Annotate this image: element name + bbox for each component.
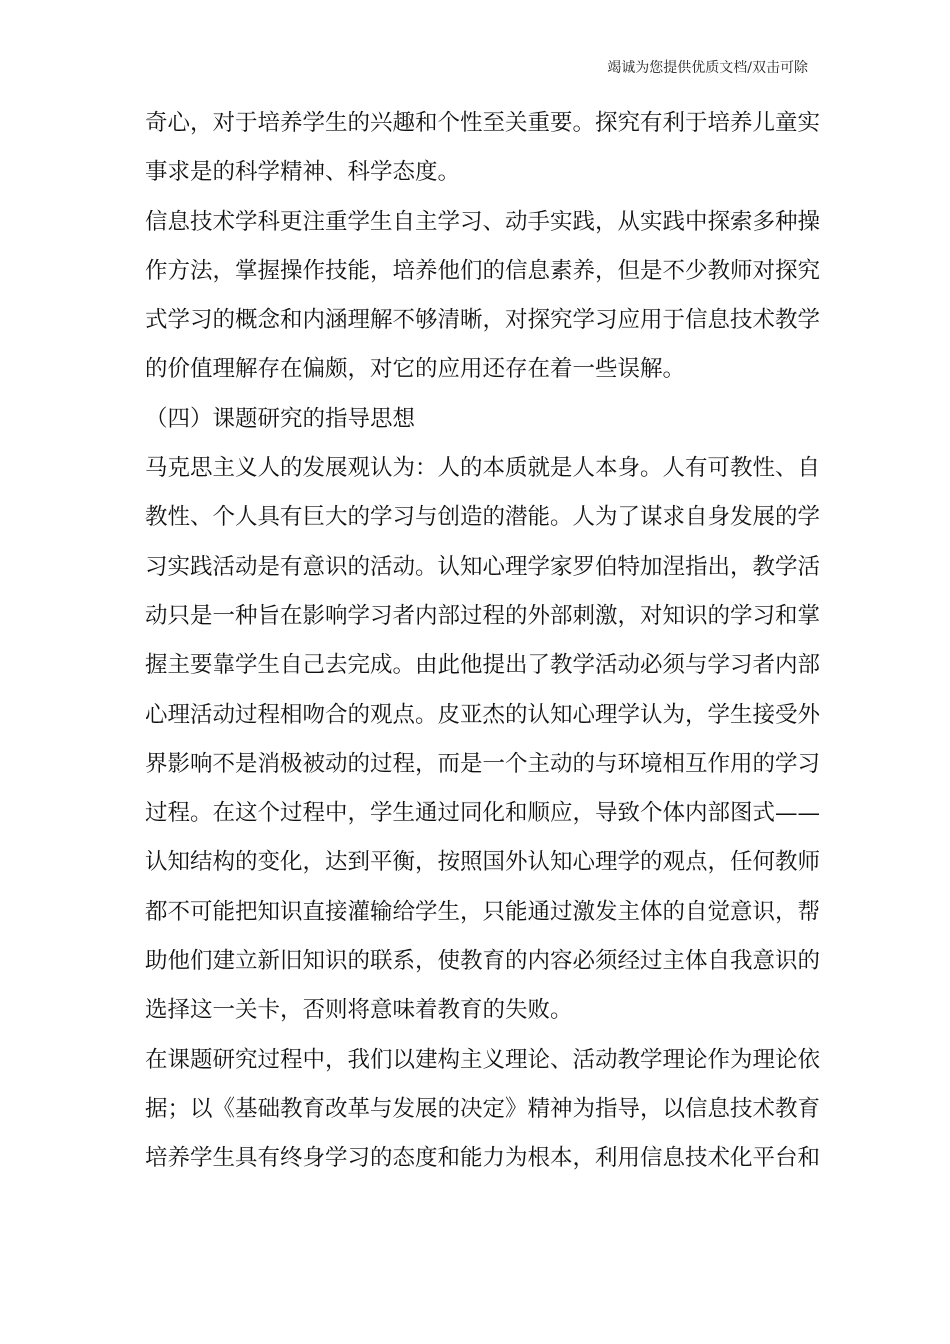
header-note: 竭诚为您提供优质文档/双击可除: [607, 60, 808, 76]
text-line: 习实践活动是有意识的活动。认知心理学家罗伯特加涅指出，教学活: [145, 553, 821, 580]
document-body: [145, 103, 819, 1188]
text-line: 据；以《基础教育改革与发展的决定》精神为指导，以信息技术教育: [145, 1095, 821, 1122]
text-line: 动只是一种旨在影响学习者内部过程的外部刺激，对知识的学习和掌: [145, 602, 821, 629]
text-line: 事求是的科学精神、科学态度。: [145, 159, 461, 186]
text-line: 心理活动过程相吻合的观点。皮亚杰的认知心理学认为，学生接受外: [145, 701, 821, 728]
section-heading: （四）课题研究的指导思想: [145, 405, 416, 432]
text-line: 认知结构的变化，达到平衡，按照国外认知心理学的观点，任何教师: [145, 849, 821, 876]
text-line: 式学习的概念和内涵理解不够清晰，对探究学习应用于信息技术教学: [145, 307, 821, 334]
text-line: 助他们建立新旧知识的联系，使教育的内容必须经过主体自我意识的: [145, 948, 821, 975]
text-line: 马克思主义人的发展观认为：人的本质就是人本身。人有可教性、自: [145, 455, 821, 482]
text-line: 作方法，掌握操作技能，培养他们的信息素养，但是不少教师对探究: [145, 257, 821, 284]
text-line: 在课题研究过程中，我们以建构主义理论、活动教学理论作为理论依: [145, 1046, 821, 1073]
text-line: 教性、个人具有巨大的学习与创造的潜能。人为了谋求自身发展的学: [145, 504, 821, 531]
text-line: 界影响不是消极被动的过程，而是一个主动的与环境相互作用的学习: [145, 750, 821, 777]
text-line: 握主要靠学生自己去完成。由此他提出了教学活动必须与学习者内部: [145, 652, 821, 679]
text-line: 奇心，对于培养学生的兴趣和个性至关重要。探究有利于培养儿童实: [145, 110, 821, 136]
text-line: 都不可能把知识直接灌输给学生，只能通过激发主体的自觉意识，帮: [145, 898, 821, 925]
text-line: 的价值理解存在偏颇，对它的应用还存在着一些误解。: [145, 356, 686, 383]
text-line: 过程。在这个过程中，学生通过同化和顺应，导致个体内部图式——: [145, 800, 821, 827]
text-line: 培养学生具有终身学习的态度和能力为根本，利用信息技术化平台和: [145, 1145, 821, 1172]
text-line: 信息技术学科更注重学生自主学习、动手实践，从实践中探索多种操: [145, 208, 821, 235]
text-line: 选择这一关卡，否则将意味着教育的失败。: [145, 997, 573, 1024]
